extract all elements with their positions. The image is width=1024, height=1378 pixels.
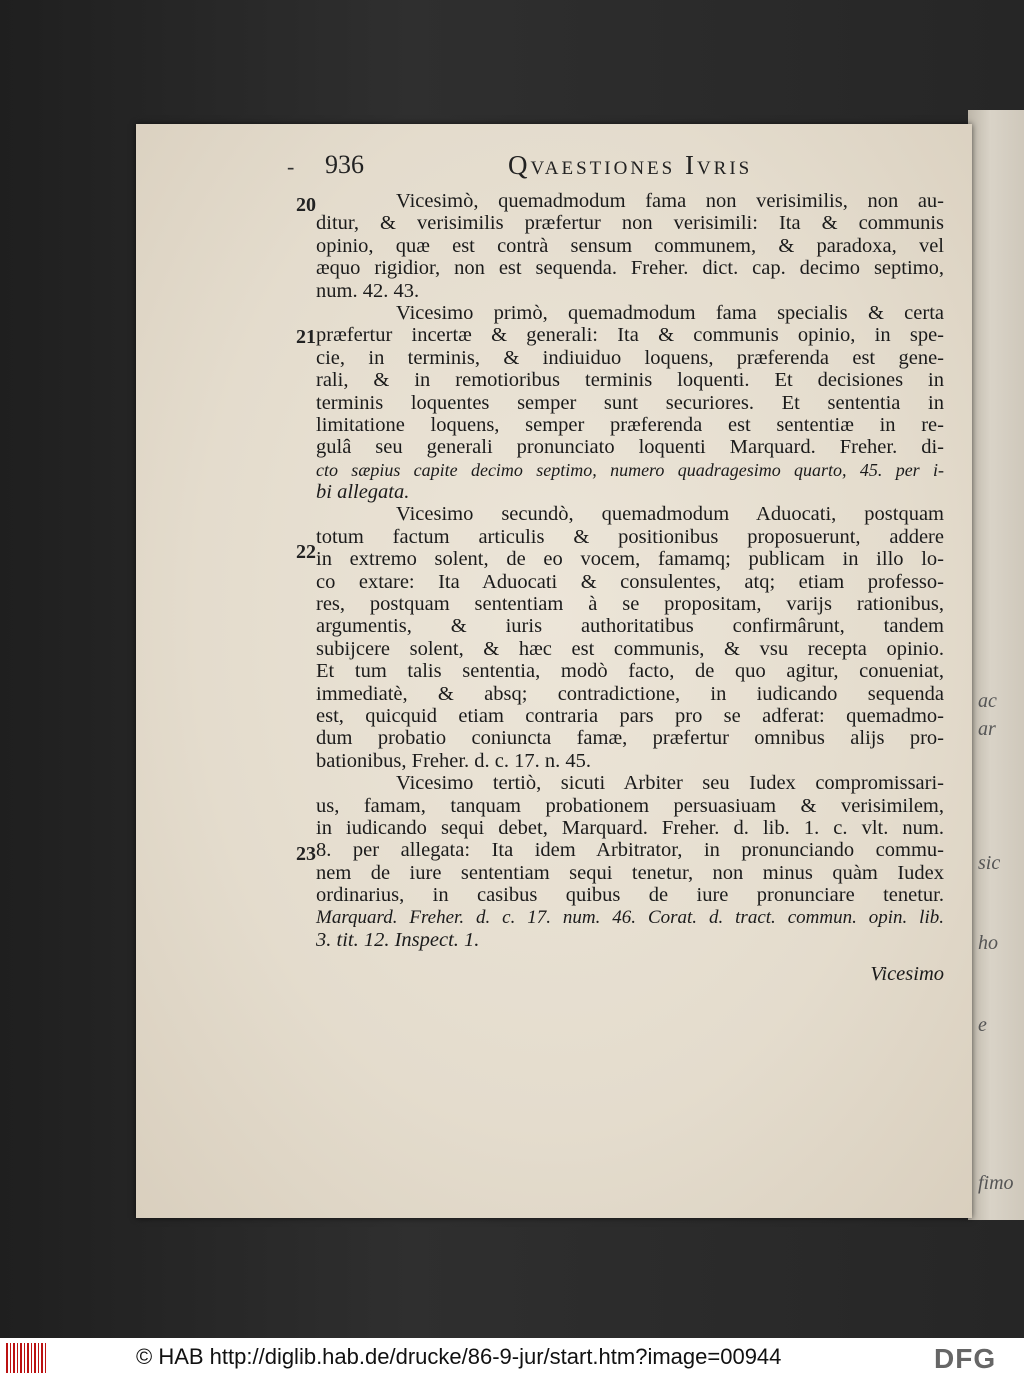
margin-number: 21 — [296, 326, 316, 348]
adjacent-fragment: fimo — [978, 1172, 1014, 1194]
text-line: Vicesimo tertiò, sicuti Arbiter seu Iudex compromissari- — [396, 772, 944, 795]
adjacent-fragment: ho — [978, 932, 998, 954]
adjacent-fragment: e — [978, 1014, 987, 1036]
text-line: cie, in terminis, & indiuiduo loquens, præferenda est gene- — [316, 346, 944, 369]
text-line: num. 42. 43. — [316, 279, 420, 302]
text-line: immediatè, & absq; contradictione, in iudicando sequenda — [316, 682, 944, 705]
text-line: Vicesimo primò, quemadmodum fama specialis & certa — [396, 301, 944, 324]
page-number: 936 — [325, 150, 364, 179]
text-line: bi allegata. — [316, 481, 410, 504]
text-line: in extremo solent, de eo vocem, famamq; publicam in illo lo- — [316, 548, 944, 571]
text-line: subijcere solent, & hæc est communis, & vsu recepta opinio. — [316, 637, 944, 660]
dfg-logo: DFG — [934, 1343, 997, 1374]
catchword: Vicesimo — [870, 963, 944, 986]
page-header — [0, 150, 1024, 184]
text-line: bationibus, Freher. d. c. 17. n. 45. — [316, 749, 592, 772]
text-line: totum factum articulis & positionibus proposuerunt, addere — [316, 525, 944, 548]
margin-number: 20 — [296, 194, 316, 216]
barcode-icon — [6, 1343, 46, 1373]
text-line: æquo rigidior, non est sequenda. Freher. dict. cap. decimo septimo, — [316, 257, 944, 280]
text-line: res, postquam sententiam à se propositam, varijs rationibus, — [316, 593, 944, 616]
text-line: Et tum talis sententia, modò facto, de quo agitur, conueniat, — [316, 660, 944, 683]
running-title: Qvaestiones Ivris — [508, 150, 753, 180]
margin-number: 22 — [296, 541, 316, 563]
text-line: dum probatio coniuncta famæ, præfertur omnibus alijs pro- — [316, 727, 944, 750]
text-line: ditur, & verisimilis præfertur non verisimili: Ita & communis — [316, 212, 944, 235]
text-line: Vicesimo secundò, quemadmodum Aduocati, postquam — [396, 503, 944, 526]
adjacent-page-edge — [968, 110, 1024, 1220]
text-line: præfertur incertæ & generali: Ita & communis opinio, in spe- — [316, 324, 944, 347]
header-dash: - — [287, 154, 295, 179]
adjacent-fragment: ar — [978, 718, 996, 740]
text-line: est, quicquid etiam contraria pars pro se adferat: quemadmo- — [316, 704, 944, 727]
body-text — [316, 190, 944, 986]
text-line: Vicesimò, quemadmodum fama non verisimilis, non au- — [396, 190, 944, 212]
footer-bar — [0, 1338, 1024, 1378]
text-line: Marquard. Freher. d. c. 17. num. 46. Corat. d. tract. commun. opin. lib. — [316, 906, 944, 928]
text-line: in iudicando sequi debet, Marquard. Freher. d. lib. 1. c. vlt. num. — [316, 816, 944, 839]
text-line: gulâ seu generali pronunciato loquenti Marquard. Freher. di- — [316, 436, 944, 459]
text-line: opinio, quæ est contrà sensum communem, & paradoxa, vel — [316, 234, 944, 257]
text-line: limitatione loquens, semper præferenda est sententiæ in re- — [316, 413, 944, 436]
text-line: ordinarius, in casibus quibus de iure pronunciare tenetur. — [316, 884, 944, 907]
adjacent-fragment: sic — [978, 852, 1001, 874]
text-line: 3. tit. 12. Inspect. 1. — [316, 928, 480, 951]
text-line: 8. per allegata: Ita idem Arbitrator, in pronunciando commu- — [316, 839, 944, 862]
text-line: cto sæpius capite decimo septimo, numero quadragesimo quarto, 45. per i- — [316, 459, 944, 480]
text-line: co extare: Ita Aduocati & consulentes, atq; etiam professo- — [316, 570, 944, 593]
copyright-url[interactable]: © HAB http://diglib.hab.de/drucke/86-9-jur/start.htm?image=00944 — [136, 1344, 782, 1369]
margin-number: 23 — [296, 843, 316, 865]
text-line: terminis loquentes semper sunt securiores. Et sententia in — [316, 391, 944, 414]
text-line: rali, & in remotioribus terminis loquenti. Et decisiones in — [316, 369, 944, 392]
text-line: nem de iure sententiam sequi tenetur, non minus quàm Iudex — [316, 861, 944, 884]
text-line: argumentis, & iuris authoritatibus confirmârunt, tandem — [316, 615, 944, 638]
adjacent-fragment: ac — [978, 690, 997, 712]
text-line: us, famam, tanquam probationem persuasiuam & verisimilem, — [316, 794, 944, 817]
